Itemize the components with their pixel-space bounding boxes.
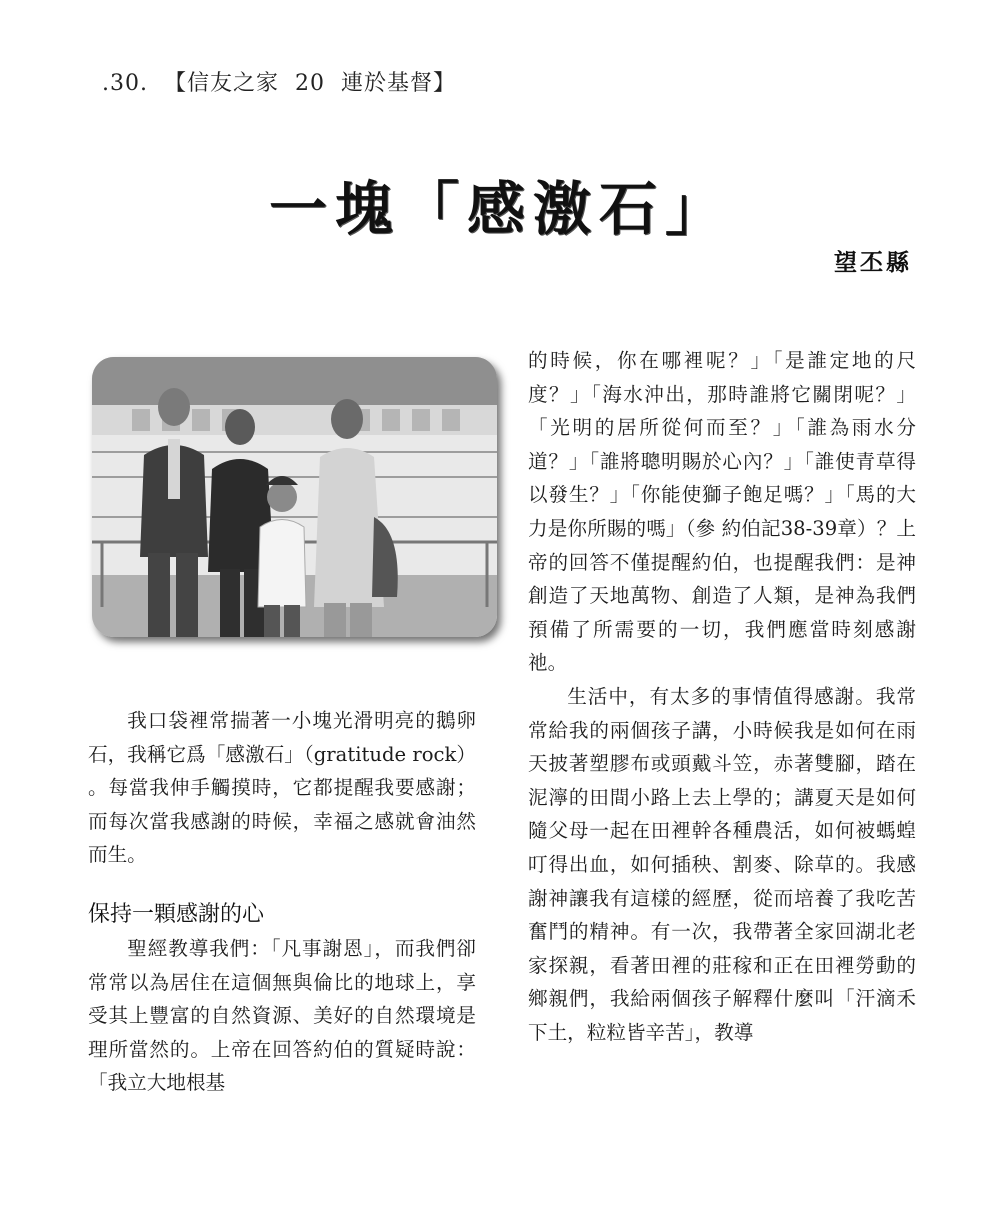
right-column <box>528 344 916 1049</box>
section-subheading: 保持一顆感謝的心 <box>88 901 265 927</box>
body-paragraph: 生活中，有太多的事情值得感謝。我常常給我的兩個孩子講，小時候我是如何在雨天披著塑膠布或頭戴斗笠，赤著雙腳，踏在泥濘的田間小路上去上學的；講夏天是如何隨父母一起在田裡幹各種農活，如何被螞蝗叮得出血，如何插秧、割麥、除草的。我感謝神讓我有這樣的經歷，從而培養了我吃苦奮鬥的精神。有一次，我帶著全家回湖北老家探親，看著田裡的莊稼和正在田裡勞動的鄉親們，我給兩個孩子解釋什麼叫「汗滴禾下土，粒粒皆辛苦」，教導 <box>528 684 916 1044</box>
article-author: 望丕縣 <box>834 250 912 276</box>
journal-name: 【信友之家 <box>163 71 279 96</box>
family-photo <box>92 357 497 637</box>
running-header <box>102 66 472 97</box>
article-title: 一塊「感激石」 <box>268 175 731 243</box>
section-name: 連於基督】 <box>341 71 457 96</box>
intro-paragraph: 我口袋裡常揣著一小塊光滑明亮的鵝卵石，我稱它爲「感激石」（gratitude rock） 。每當我伸手觸摸時，它都提醒我要感謝；而每次當我感謝的時候，幸福之感就會油然而生。 <box>88 709 476 867</box>
body-paragraph: 聖經教導我們：「凡事謝恩」，而我們卻常常以為居住在這個無與倫比的地球上，享受其上豐富的自然資源、美好的自然環境是理所當然的。上帝在回答約伯的質疑時說：「我立大地根基 <box>88 936 476 1095</box>
page-number: .30. <box>102 71 148 96</box>
issue-number: 20 <box>295 71 325 96</box>
left-column <box>88 704 476 1100</box>
continued-paragraph: 的時候，你在哪裡呢？」「是誰定地的尺度？」「海水沖出，那時誰將它關閉呢？」「光明的居所從何而至？」「誰為雨水分道？」「誰將聰明賜於心內？」「誰使青草得以發生？」「你能使獅子飽足嗎？」「馬的大力是你所賜的嗎」（參 約伯記38-39章）？上帝的回答不僅提醒約伯，也提醒我們：是神創造了天地萬物、創造了人類，是神為我們預備了所需要的一切，我們應當時刻感謝祂。 <box>528 349 916 675</box>
